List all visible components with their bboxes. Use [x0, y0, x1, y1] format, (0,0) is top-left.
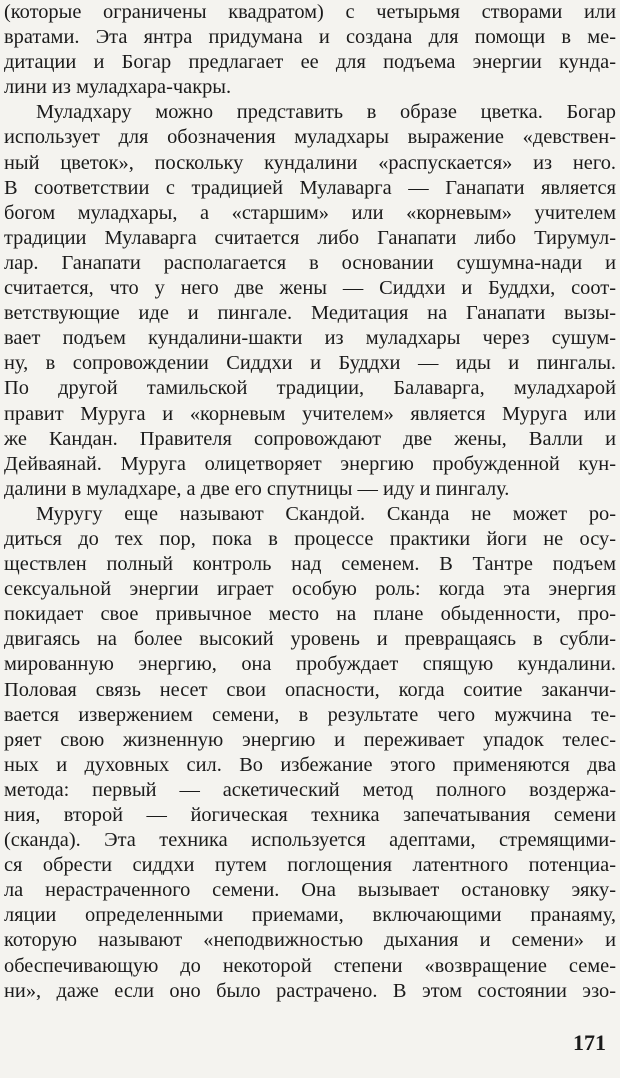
text-line: (которые ограничены квадратом) с четырьмя створами или: [4, 1, 616, 23]
text-line: По другой тамильской традиции, Балаварга, муладхарой: [4, 377, 616, 400]
text-line: традиции Мулаварга считается либо Ганапати либо Тирумул-: [4, 226, 616, 249]
text-line: ществлен полный контроль над семенем. В Тантре подъем: [4, 553, 616, 576]
text-line: ния, второй — йогическая техника запечатывания семени: [4, 804, 616, 826]
text-line: покидает свое привычное место на плане обыденности, про-: [4, 603, 616, 626]
text-line: которую называют «неподвижностью дыхания и семени» и: [4, 929, 616, 952]
text-line: двигаясь на более высокий уровень и превращаясь в субли-: [4, 628, 616, 651]
text-line: Муругу еще называют Скандой. Сканда не может ро-: [36, 502, 616, 525]
text-line: лар. Ганапати располагается в основании сушумна-нади и: [4, 251, 616, 274]
text-line: далини в муладхаре, а две его спутницы — иду и пингалу.: [4, 477, 510, 500]
text-line: ляции определенными приемами, включающими пранаяму,: [4, 904, 616, 927]
text-line: диться до тех пор, пока в процессе практики йоги не осу-: [4, 527, 616, 550]
text-line: ни», даже если оно было растрачено. В этом состоянии эзо-: [4, 979, 616, 1002]
text-line: лини из муладхара-чакры.: [4, 76, 232, 99]
text-line: ный цветок», поскольку кундалини «распускается» из него.: [4, 151, 616, 174]
text-line: Дейваянай. Муруга олицетворяет энергию пробужденной кун-: [4, 452, 616, 475]
body-text: [4, 0, 616, 1004]
text-line: ветствующие иде и пингале. Медитация на Ганапати вызы-: [4, 302, 616, 325]
paragraph: [4, 502, 616, 1004]
text-line: ных и духовных сил. Во избежание этого применяются два: [4, 753, 616, 776]
text-line: ла нерастраченного семени. Она вызывает остановку эяку-: [4, 879, 616, 902]
text-line: обеспечивающую до некоторой степени «возвращение семе-: [4, 954, 616, 977]
text-line: считается, что у него две жены — Сиддхи и Буддхи, соот-: [4, 277, 616, 300]
text-line: (сканда). Эта техника используется адептами, стремящими-: [4, 829, 616, 852]
text-line: сексуальной энергии играет особую роль: когда эта энергия: [4, 578, 616, 601]
text-line: вратами. Эта янтра придумана и создана для помощи в ме-: [4, 26, 616, 49]
text-line: же Кандан. Правителя сопровождают две жены, Валли и: [4, 427, 616, 450]
text-line: ряет свою жизненную энергию и переживает упадок телес-: [4, 728, 616, 751]
paragraph: [4, 100, 616, 502]
text-line: ну, в сопровождении Сиддхи и Буддхи — иды и пингалы.: [4, 352, 616, 375]
text-line: вает подъем кундалини-шакти из муладхары через сушум-: [4, 327, 616, 350]
text-line: ся обрести сиддхи путем поглощения латентного потенциа-: [4, 854, 616, 877]
text-line: метода: первый — аскетический метод полного воздержа-: [4, 778, 616, 801]
text-line: Половая связь несет свои опасности, когда соитие заканчи-: [4, 678, 616, 701]
text-line: вается извержением семени, в результате чего мужчина те-: [4, 703, 616, 726]
text-line: Муладхару можно представить в образе цветка. Богар: [36, 101, 616, 124]
text-line: дитации и Богар предлагает ее для подъема энергии кунда-: [4, 51, 616, 74]
text-line: богом муладхары, а «старшим» или «корневым» учителем: [4, 201, 616, 224]
text-line: правит Муруга и «корневым учителем» является Муруга или: [4, 402, 616, 425]
text-line: В соответствии с традицией Мулаварга — Ганапати является: [4, 176, 616, 199]
page-number: 171: [573, 1030, 606, 1055]
text-line: использует для обозначения муладхары выражение «девствен-: [4, 126, 616, 149]
text-line: мированную энергию, она пробуждает спящую кундалини.: [4, 653, 616, 676]
paragraph: [4, 0, 616, 100]
